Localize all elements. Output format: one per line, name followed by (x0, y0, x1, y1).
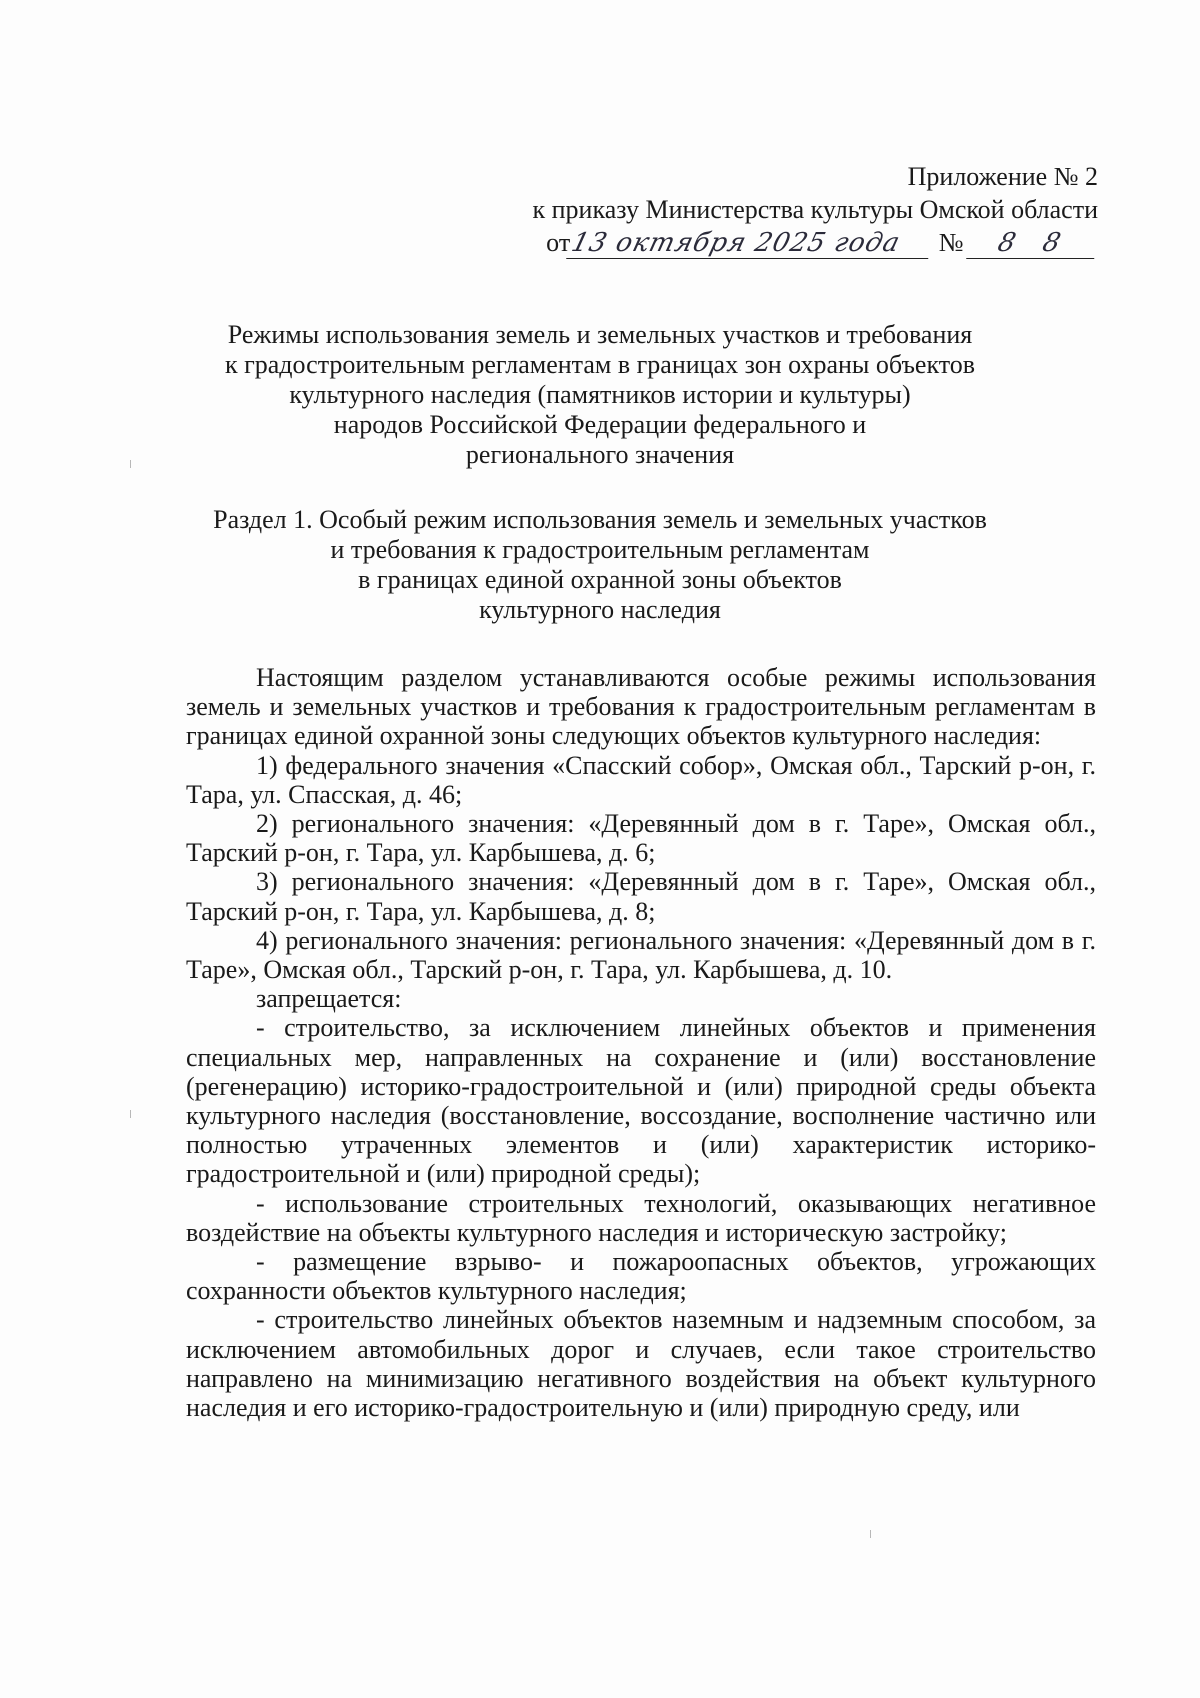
number-label: № (938, 228, 964, 257)
object-item: 1) федерального значения «Спасский собор», Омская обл., Тарский р-он, г. Тара, ул. Спасская, д. 46; (186, 750, 1096, 809)
section-title-line: в границах единой охранной зоны объектов (358, 565, 842, 594)
section-title-line: Раздел 1. Особый режим использования земель и земельных участков (213, 505, 987, 534)
section-title-line: и требования к градостроительным регламентам (330, 535, 870, 564)
prohibition-rule: - использование строительных технологий, оказывающих негативное воздействие на объекты культурного наследия и историческую застройку; (186, 1188, 1096, 1247)
main-title-line: к градостроительным регламентам в границах зон охраны объектов (224, 350, 976, 379)
annex-title: Приложение № 2 (907, 162, 1098, 191)
scan-speck (130, 460, 131, 468)
section-title-line: культурного наследия (479, 595, 721, 624)
prohibition-rule: - строительство линейных объектов наземным и надземным способом, за исключением автомобильных дорог и случаев, если такое строительство направлено на минимизацию негативного воздействия на объект культурного наследия и его историко-градостроительную и (или) природную среду, или (186, 1305, 1096, 1423)
annex-header (533, 160, 1099, 259)
main-title-line: регионального значения (465, 440, 735, 469)
section-title (120, 505, 1080, 625)
prohibited-label: запрещается: (256, 984, 402, 1014)
main-title-line: народов Российской Федерации федерального и (333, 410, 867, 439)
handwritten-number: 8 8 (966, 228, 1102, 259)
scan-speck (130, 1110, 131, 1118)
prohibition-rule: - строительство, за исключением линейных объектов и применения специальных мер, направленных на сохранение и (или) восстановление (регенерацию) историко-градостроительной и (или) природной среды объекта культурного наследия (восстановление, воссоздание, восполнение частично или полностью утраченных элементов и (или) характеристик историко- градостроительной и (или) природной среды); (186, 1013, 1096, 1189)
main-title (120, 320, 1080, 470)
scan-speck (870, 1530, 871, 1538)
object-item: 4) регионального значения: регионального значения: «Деревянный дом в г. Таре», Омская обл., Тарский р-он, г. Тара, ул. Карбышева, д. 10. (186, 925, 1096, 985)
object-item: 3) регионального значения: «Деревянный дом в г. Таре», Омская обл., Тарский р-он, г. Тара, ул. Карбышева, д. 8; (186, 867, 1096, 926)
main-title-line: культурного наследия (памятников истории и культуры) (289, 380, 911, 409)
handwritten-date: 13 октября 2025 года (566, 228, 936, 259)
object-item: 2) регионального значения: «Деревянный дом в г. Таре», Омская обл., Тарский р-он, г. Тара, ул. Карбышева, д. 6; (186, 809, 1096, 868)
prohibition-rule: - размещение взрыво- и пожароопасных объектов, угрожающих сохранности объектов культурного наследия; (186, 1247, 1096, 1306)
main-title-line: Режимы использования земель и земельных участков и требования (227, 320, 973, 349)
intro-paragraph: Настоящим разделом устанавливаются особые режимы использования земель и земельных участков и требования к градостроительным регламентам в границах единой охранной зоны следующих объектов культурного наследия: (186, 663, 1096, 751)
annex-order-reference: к приказу Министерства культуры Омской области (532, 195, 1098, 224)
section-body (186, 663, 1096, 1422)
from-label: от (546, 228, 571, 257)
order-date-number-line (533, 226, 1099, 259)
